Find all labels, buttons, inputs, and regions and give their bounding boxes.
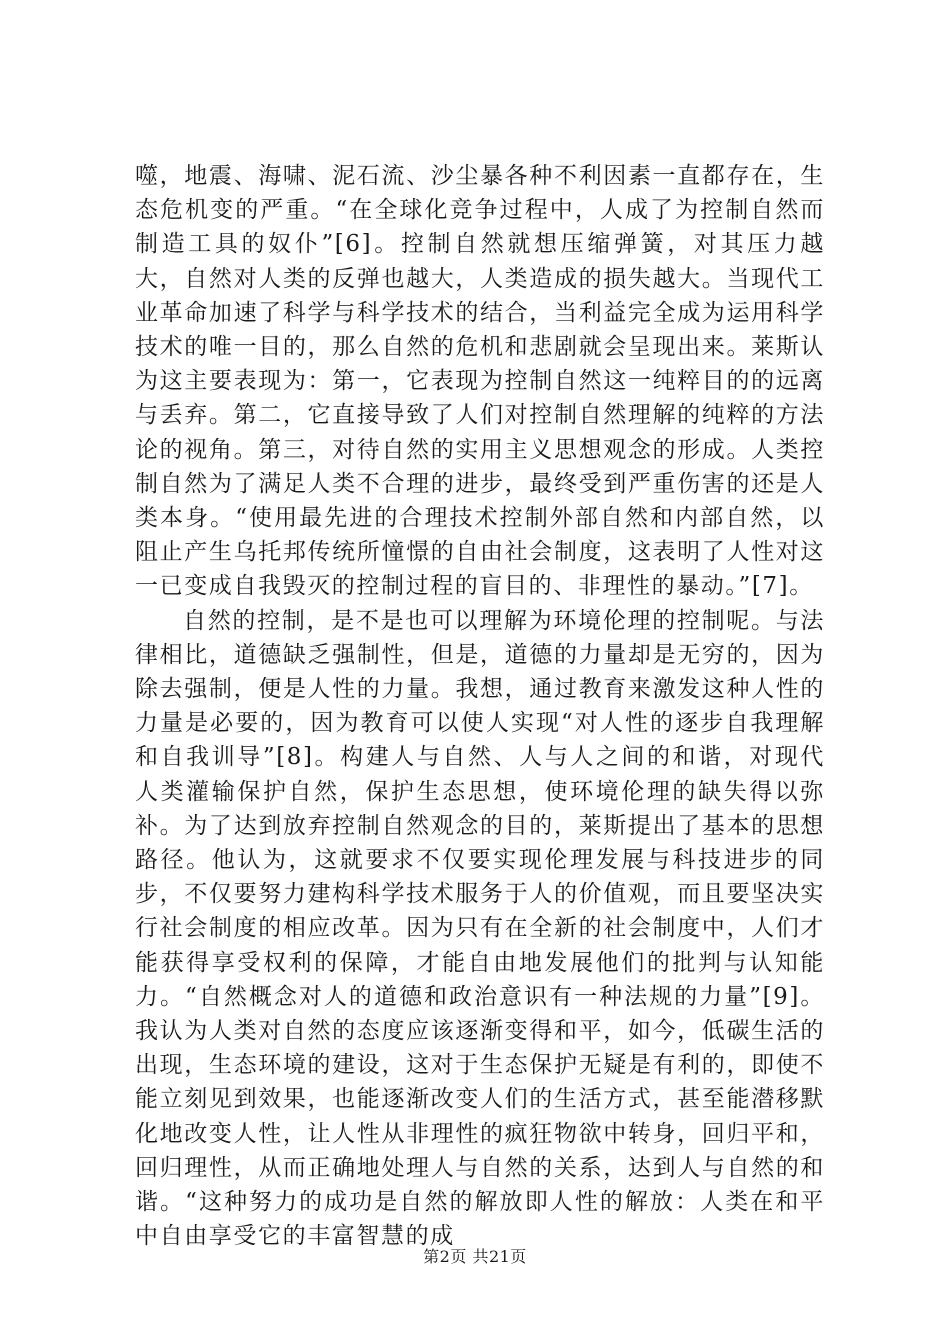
paragraph-1: 噬，地震、海啸、泥石流、沙尘暴各种不利因素一直都存在，生态危机变的严重。“在全球化竞争过程中，人成了为控制自然而制造工具的奴仆”[6]。控制自然就想压缩弹簧，对其压力越大，自然对人类的反弹也越大，人类造成的损失越大。当现代工业革命加速了科学与科学技术的结合，当利益完全成为运用科学技术的唯一目的，那么自然的危机和悲剧就会呈现出来。莱斯认为这主要表现为：第一，它表现为控制自然这一纯粹目的的远离与丢弃。第二，它直接导致了人们对控制自然理解的纯粹的方法论的视角。第三，对待自然的实用主义思想观念的形成。人类控制自然为了满足人类不合理的进步，最终受到严重伤害的还是人类本身。“使用最先进的合理技术控制外部自然和内部自然，以阻止产生乌托邦传统所憧憬的自由社会制度，这表明了人性对这一已变成自我毁灭的控制过程的盲目的、非理性的暴动。”[7]。: [135, 163, 825, 600]
page-number-footer: 第2页 共21页: [423, 1247, 527, 1266]
paragraph-2: 自然的控制，是不是也可以理解为环境伦理的控制呢。与法律相比，道德缺乏强制性，但是，道德的力量却是无穷的，因为除去强制，便是人性的力量。我想，通过教育来激发这种人性的力量是必要的，因为教育可以使人实现“对人性的逐步自我理解和自我训导”[8]。构建人与自然、人与人之间的和谐，对现代人类灌输保护自然，保护生态思想，使环境伦理的缺失得以弥补。为了达到放弃控制自然观念的目的，莱斯提出了基本的思想路径。他认为，这就要求不仅要实现伦理发展与科技进步的同步，不仅要努力建构科学技术服务于人的价值观，而且要坚决实行社会制度的相应改革。因为只有在全新的社会制度中，人们才能获得享受权利的保障，才能自由地发展他们的批判与认知能力。“自然概念对人的道德和政治意识有一种法规的力量”[9]。我认为人类对自然的态度应该逐渐变得和平，如今，低碳生活的出现，生态环境的建设，这对于生态保护无疑是有利的，即使不能立刻见到效果，也能逐渐改变人们的生活方式，甚至能潜移默化地改变人性，让人性从非理性的疯狂物欲中转身，回归平和，回归理性，从而正确地处理人与自然的关系，达到人与自然的和谐。“这种努力的成功是自然的解放即人性的解放：人类在和平中自由享受它的丰富智慧的成: [135, 607, 825, 1250]
document-body: [135, 159, 825, 1254]
